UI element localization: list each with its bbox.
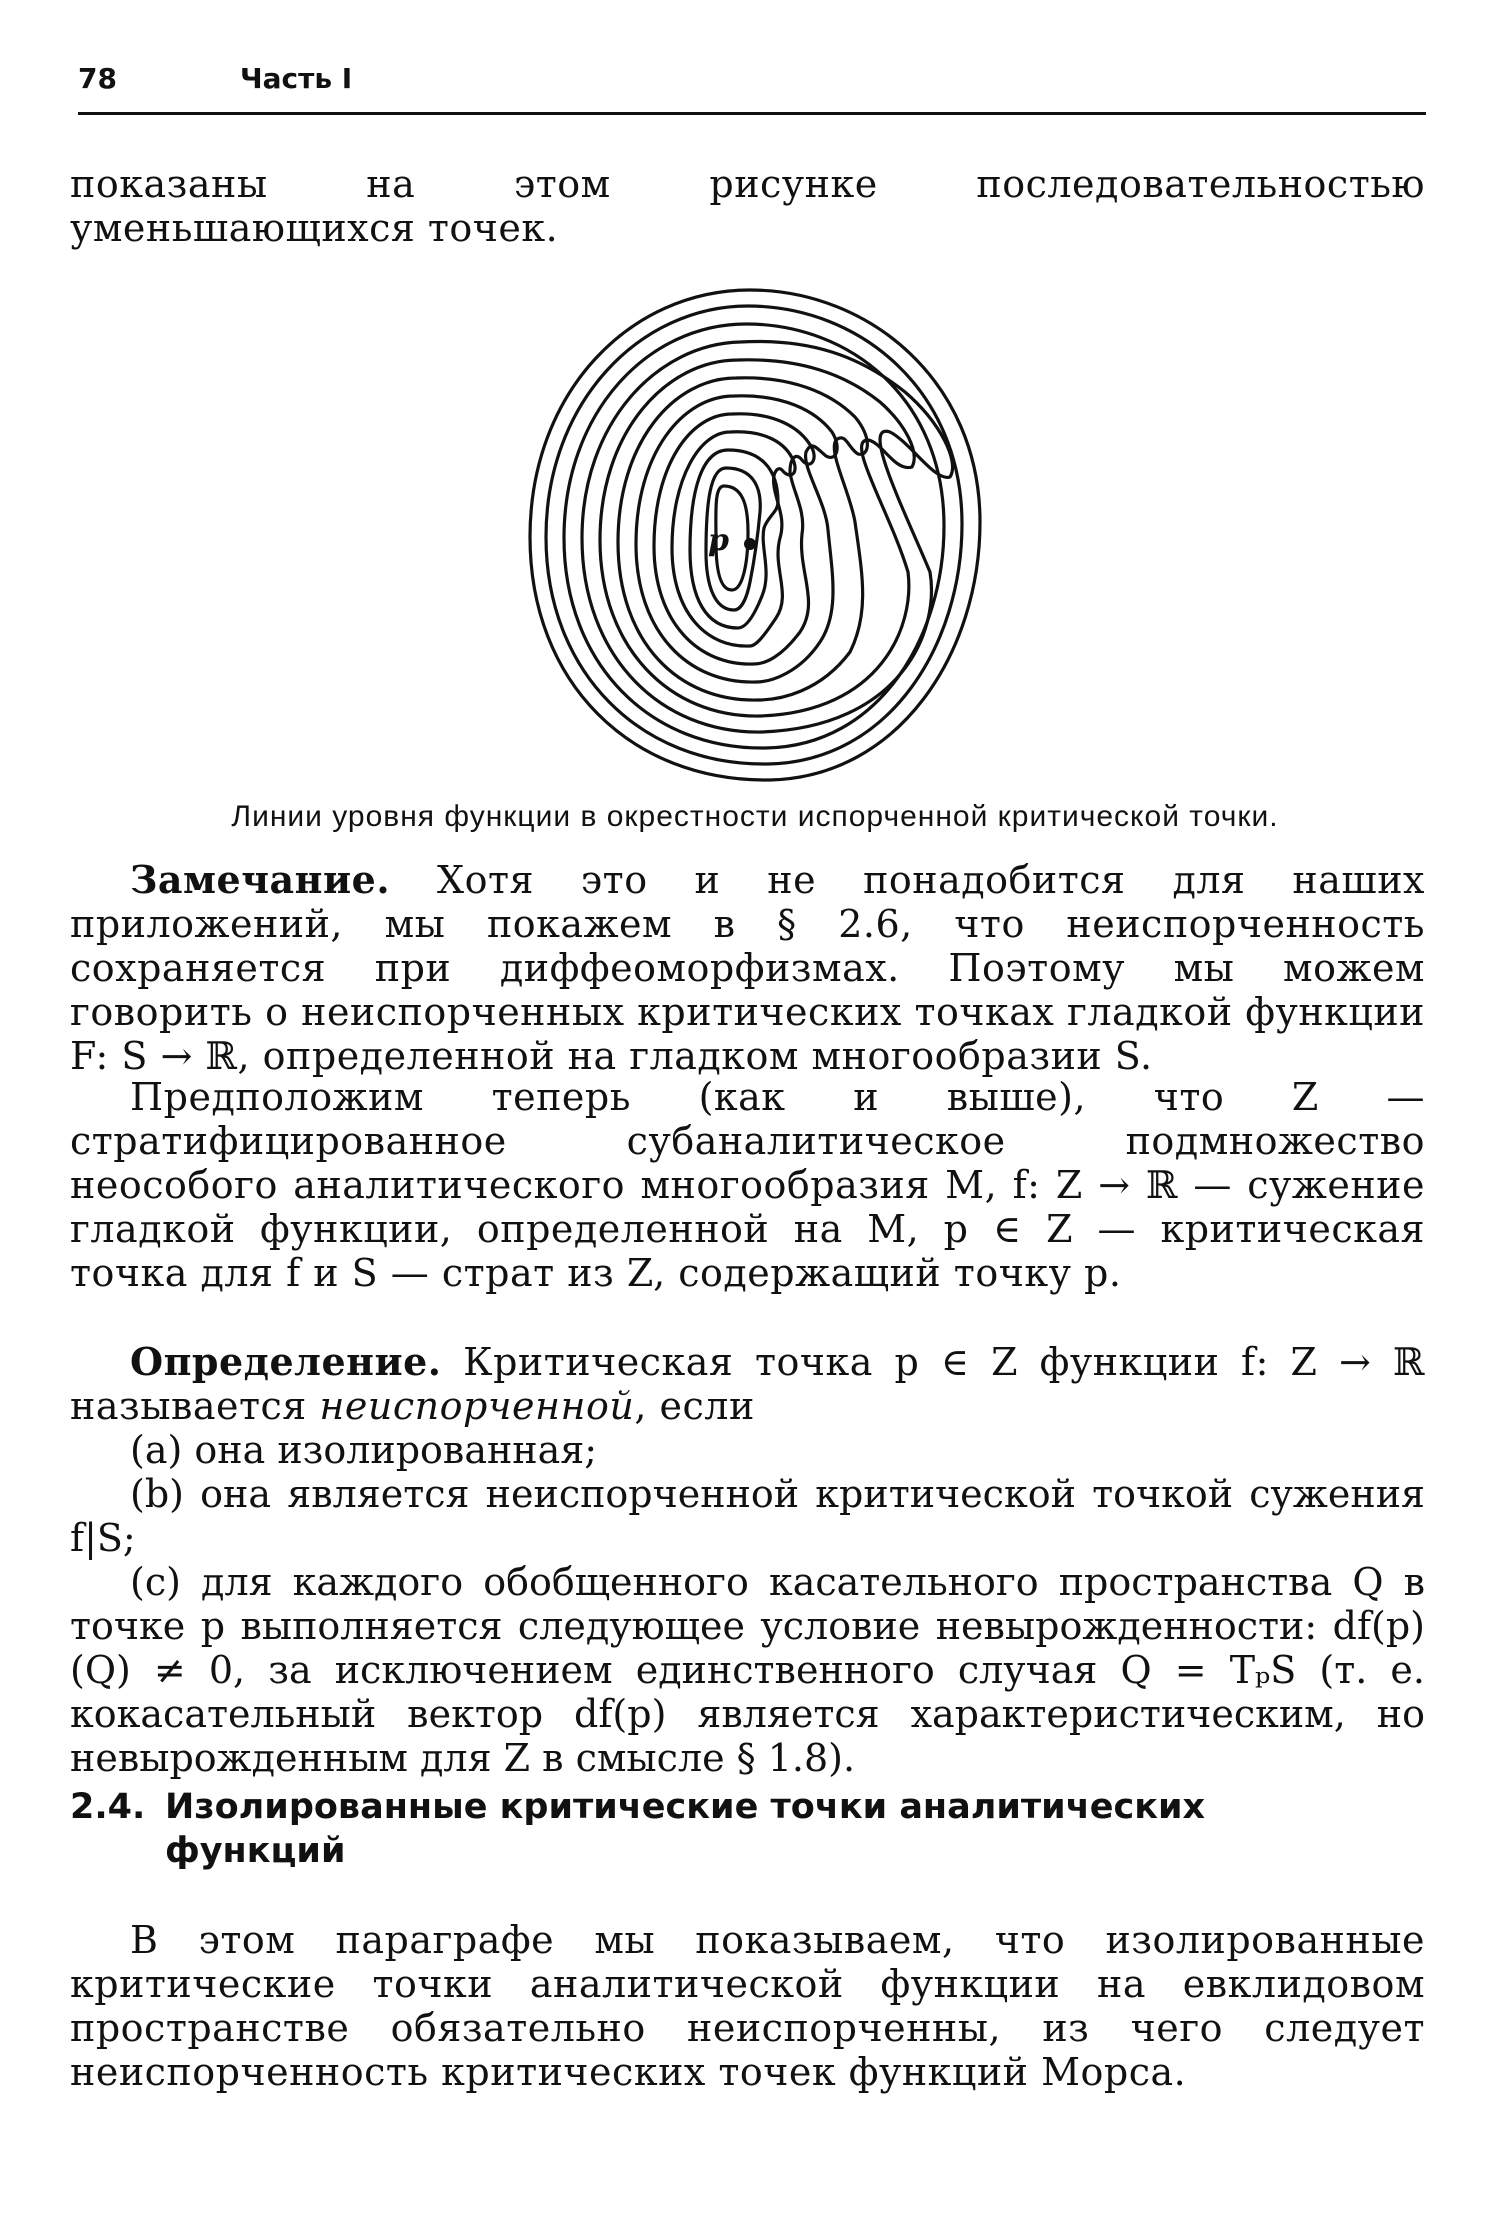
running-header — [78, 62, 1426, 115]
definition-paragraph — [70, 1340, 1425, 1428]
definition-label: Определение. — [130, 1339, 442, 1384]
level-lines-figure — [510, 272, 990, 792]
level-line-inner-1 — [690, 450, 778, 628]
critical-point-marker — [744, 538, 756, 550]
point-label: p — [708, 523, 729, 558]
figure-caption: Линии уровня функции в окрестности испорченной критической точки. — [231, 800, 1279, 833]
assumption-paragraph: Предположим теперь (как и выше), что Z — стратифицированное субаналитическое подмножество неособого аналитического многообразия M, f: Z → ℝ — сужение гладкой функции, определенной на M, p ∈ Z — критическая точка для f и S — страт из Z, содержащий точку p. — [70, 1075, 1425, 1295]
part-title: Часть I — [240, 62, 353, 95]
level-line-outer-3 — [564, 324, 944, 748]
remark-paragraph — [70, 858, 1425, 1078]
section-paragraph: В этом параграфе мы показываем, что изолированные критические точки аналитической функции на евклидовом пространстве обязательно неиспорченны, из чего следует неиспорченность критических точек функций Морса. — [70, 1918, 1425, 2094]
definition-text-after: , если — [634, 1384, 755, 1428]
level-line-outer-2 — [546, 306, 962, 764]
definition-item-b: (b) она является неиспорченной критической точкой сужения f|S; — [70, 1472, 1425, 1560]
remark-label: Замечание. — [130, 857, 391, 902]
definition-item-c: (c) для каждого обобщенного касательного пространства Q в точке p выполняется следующее условие невырожденности: df(p)(Q) ≠ 0, за исключением единственного случая Q = TₚS (т. е. кокасательный вектор df(p) является характеристическим, но невырожденным для Z в смысле § 1.8). — [70, 1560, 1425, 1780]
definition-item-a: (a) она изолированная; — [130, 1428, 598, 1472]
section-number: 2.4. — [70, 1787, 146, 1827]
intro-paragraph: показаны на этом рисунке последовательностью уменьшающихся точек. — [70, 162, 1425, 250]
definition-text-before: Критическая точка p ∈ Z функции f: Z → ℝ называется — [70, 1340, 1425, 1428]
section-title-line1: Изолированные критические точки аналитических — [165, 1787, 1206, 1827]
page-number: 78 — [78, 62, 117, 95]
section-title-line2: функций — [165, 1831, 346, 1871]
section-heading — [70, 1785, 1425, 1873]
definition-term: неиспорченной — [319, 1384, 635, 1428]
remark-text: Хотя это и не понадобится для наших приложений, мы покажем в § 2.6, что неиспорченность сохраняется при диффеоморфизмах. Поэтому мы можем говорить о неиспорченных критических точках гладкой функции F: S → ℝ, определенной на гладком многообразии S. — [70, 858, 1425, 1078]
